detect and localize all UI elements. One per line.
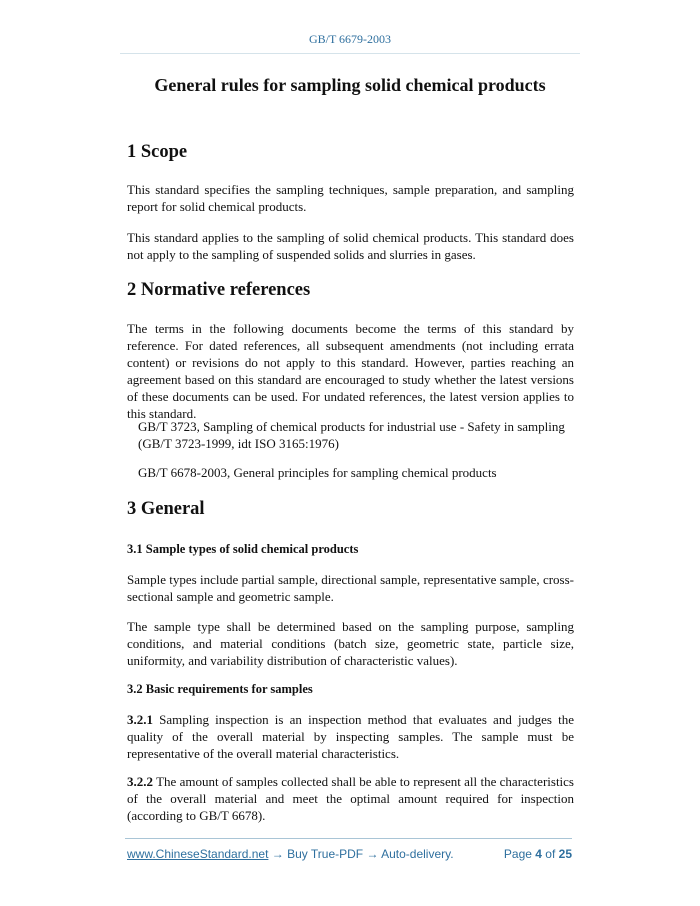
clause-number: 3.2.1 [127,712,153,727]
page-indicator [504,847,572,861]
page-of: of [541,847,559,861]
page-total: 25 [558,847,572,861]
paragraph [127,773,574,824]
paragraph [127,711,574,762]
subsection-heading: 3.1 Sample types of solid chemical products [127,542,359,556]
document-title: General rules for sampling solid chemical products [154,75,546,95]
paragraph: The sample type shall be determined based on the sampling purpose, sampling conditions, and material conditions (batch size, geometric state, particle size, uniformity, and variability distribution of characteristic values). [127,619,574,668]
page-number: 4 [535,847,542,861]
reference-item: GB/T 6678-2003, General principles for sampling chemical products [138,465,497,480]
paragraph: This standard applies to the sampling of solid chemical products. This standard does not apply to the sampling of suspended solids and slurries in gases. [127,230,574,262]
website-link[interactable]: www.ChineseStandard.net [127,847,269,861]
clause-number: 3.2.2 [127,774,153,789]
page-label: Page [503,847,536,861]
footer-divider [125,838,572,839]
section-heading-scope: 1 Scope [127,142,188,162]
promo-text: → Buy True-PDF → Auto-delivery. [268,847,454,861]
clause-text: Sampling inspection is an inspection method that evaluates and judges the quality of the overall material by inspecting samples. The sample must be representative of the overall material characteristics. [127,712,574,761]
section-heading-references: 2 Normative references [127,280,311,300]
paragraph: Sample types include partial sample, directional sample, representative sample, cross-sectional sample and geometric sample. [127,572,574,604]
header-divider [120,53,580,54]
paragraph: The terms in the following documents become the terms of this standard by reference. For dated references, all subsequent amendments (not including errata content) or revisions do not apply to this standard. However, parties reaching an agreement based on this standard are encouraged to study whether the latest versions of these documents can be used. For undated references, the latest version applies to this standard. [127,321,574,421]
clause-text: The amount of samples collected shall be able to represent all the characteristics of the overall material and meet the optimal amount required for inspection (according to GB/T 6678). [127,774,574,823]
footer [127,847,572,861]
header-standard-code: GB/T 6679-2003 [308,32,392,46]
paragraph: This standard specifies the sampling techniques, sample preparation, and sampling report for solid chemical products. [127,182,574,214]
section-heading-general: 3 General [127,499,205,519]
reference-item: GB/T 3723, Sampling of chemical products for industrial use - Safety in sampling (GB/T 3723-1999, idt ISO 3165:1976) [138,419,565,451]
subsection-heading: 3.2 Basic requirements for samples [127,682,313,696]
